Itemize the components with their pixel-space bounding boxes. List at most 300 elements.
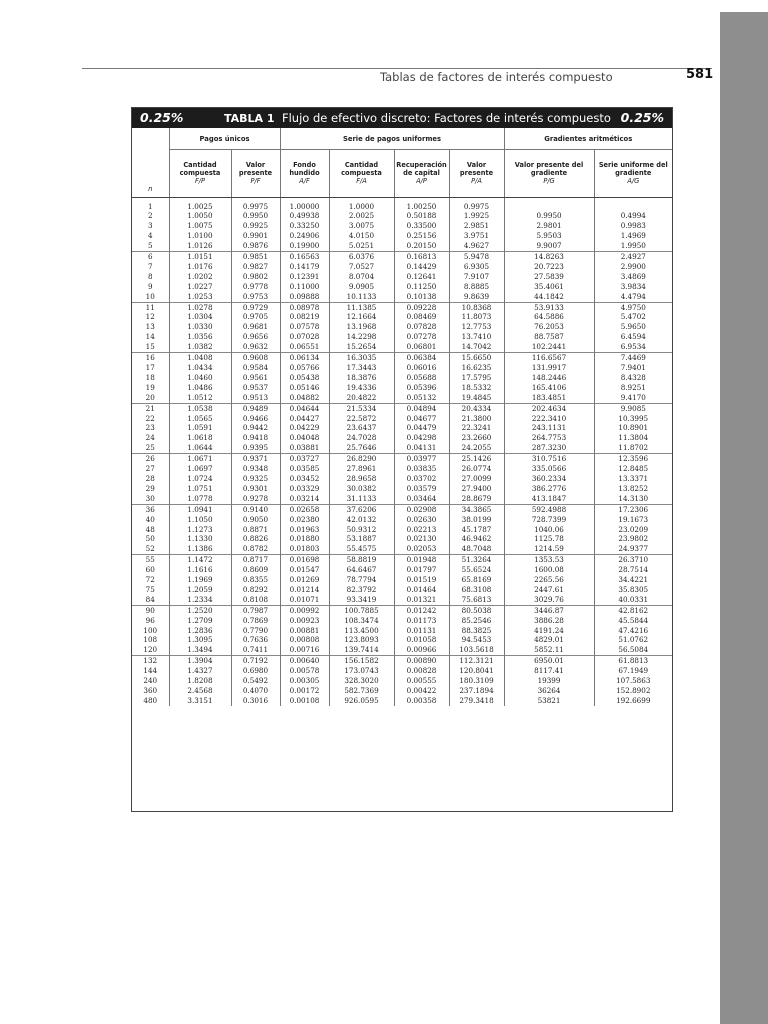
table-cell: 9: [147, 281, 153, 291]
table-cell: 13.8252: [594, 484, 672, 494]
table-row: [132, 292, 672, 302]
table-cell: 0.03881: [280, 443, 329, 453]
table-cell: 728.7399: [504, 515, 594, 525]
table-cell: 20.4822: [329, 393, 394, 403]
table-row: [132, 241, 672, 251]
table-cell: 8.8885: [449, 282, 504, 292]
rate-left: 0.25%: [140, 110, 184, 125]
table-cell: 1600.08: [504, 565, 594, 575]
table-cell: 84: [145, 594, 155, 604]
table-cell: 9.4170: [594, 393, 672, 403]
table-cell: 0.01131: [394, 626, 449, 636]
table-cell: 0.9608: [231, 353, 280, 363]
table-cell: 0.06016: [394, 363, 449, 373]
table-cell: 78.7794: [329, 575, 394, 585]
table-cell: 4: [147, 231, 153, 241]
table-cell: 926.0595: [329, 696, 394, 706]
table-cell: 0.9901: [231, 231, 280, 241]
table-cell: 52: [145, 544, 155, 554]
table-cell: 0.03452: [280, 474, 329, 484]
table-cell: 279.3418: [449, 696, 504, 706]
table-cell: 9.9007: [504, 241, 594, 251]
table-cell: 3.4869: [594, 272, 672, 282]
table-cell: 0.00640: [280, 656, 329, 666]
table-cell: 0.03464: [394, 494, 449, 504]
table-cell: 386.2776: [504, 484, 594, 494]
table-cell: [594, 197, 672, 211]
table-row: [132, 525, 672, 535]
table-cell: 0.03214: [280, 494, 329, 504]
table-cell: 48.7048: [449, 544, 504, 554]
table-cell: 2.9900: [594, 262, 672, 272]
table-cell: 1.0408: [169, 353, 231, 363]
table-cell: 0.07578: [280, 322, 329, 332]
table-cell: 0.00808: [280, 635, 329, 645]
table-cell: 0.01269: [280, 575, 329, 585]
table-cell: 0.9705: [231, 312, 280, 322]
table-cell: 0.02908: [394, 504, 449, 514]
table-cell: 0.7987: [231, 605, 280, 615]
table-cell: 11.8073: [449, 312, 504, 322]
table-cell: 1.2836: [169, 626, 231, 636]
table-label: TABLA 1: [224, 112, 275, 125]
table-row: [132, 555, 672, 565]
table-cell: 27: [145, 464, 155, 474]
table-cell: 3029.76: [504, 595, 594, 605]
table-cell: 10: [145, 291, 155, 301]
table-cell: 0.04644: [280, 403, 329, 413]
table-cell: 0.00108: [280, 696, 329, 706]
table-cell: 25.1426: [449, 454, 504, 464]
table-cell: 12.3596: [594, 454, 672, 464]
table-cell: 0.00578: [280, 666, 329, 676]
table-cell: 0.00890: [394, 656, 449, 666]
table-cell: 1125.78: [504, 534, 594, 544]
table-cell: 1.0778: [169, 494, 231, 504]
table-cell: 0.05438: [280, 373, 329, 383]
table-cell: 0.9827: [231, 262, 280, 272]
table-cell: 0.03702: [394, 474, 449, 484]
table-cell: 310.7516: [504, 454, 594, 464]
table-cell: 20.4334: [449, 403, 504, 413]
table-cell: 24: [145, 433, 155, 443]
header-rule: [82, 68, 712, 69]
table-cell: 1.1050: [169, 515, 231, 525]
table-cell: 58.8819: [329, 555, 394, 565]
table-cell: 10.8901: [594, 423, 672, 433]
table-cell: 23.6437: [329, 423, 394, 433]
table-cell: 0.9466: [231, 414, 280, 424]
table-cell: 0.9802: [231, 272, 280, 282]
table-cell: 1.0330: [169, 322, 231, 332]
table-cell: 26: [132, 454, 169, 464]
factor-grid: [132, 128, 672, 706]
table-cell: 1.1386: [169, 544, 231, 554]
table-cell: 14.8263: [504, 252, 594, 262]
table-cell: 100: [143, 625, 158, 635]
table-cell: 6.4594: [594, 332, 672, 342]
table-cell: 26.8290: [329, 454, 394, 464]
table-cell: 72: [145, 575, 155, 585]
table-cell: 1.0202: [169, 272, 231, 282]
table-cell: 108.3474: [329, 616, 394, 626]
table-cell: 5.0251: [329, 241, 394, 251]
table-row: [132, 211, 672, 221]
table-cell: 24.7028: [329, 433, 394, 443]
table-cell: 36264: [504, 686, 594, 696]
table-cell: 1.0538: [169, 403, 231, 413]
table-cell: 0.04298: [394, 433, 449, 443]
table-cell: 2.0025: [329, 211, 394, 221]
table-cell: 0.00966: [394, 645, 449, 655]
table-cell: 1.0724: [169, 474, 231, 484]
table-cell: 38.0199: [449, 515, 504, 525]
table-cell: 1.0075: [169, 221, 231, 231]
table-cell: 25: [145, 443, 155, 453]
table-cell: 0.04677: [394, 414, 449, 424]
table-cell: 1.2520: [169, 605, 231, 615]
table-cell: 0.00923: [280, 616, 329, 626]
table-cell: 0.12391: [280, 272, 329, 282]
table-cell: 132: [132, 656, 169, 666]
table-cell: 0.7192: [231, 656, 280, 666]
table-cell: 180.3109: [449, 676, 504, 686]
table-cell: 0.9513: [231, 393, 280, 403]
column-header-fp: Cantidad compuesta F/P: [169, 150, 231, 198]
table-cell: 0.33500: [394, 221, 449, 231]
table-row: [132, 332, 672, 342]
table-cell: 0.9876: [231, 241, 280, 251]
table-cell: 8.9251: [594, 383, 672, 393]
table-cell: 0.9851: [231, 252, 280, 262]
table-cell: 0.8609: [231, 565, 280, 575]
table-cell: 112.3121: [449, 656, 504, 666]
table-row: [132, 616, 672, 626]
table-cell: 6.9534: [594, 342, 672, 352]
table-title-bar: [132, 108, 672, 128]
table-cell: 100.7885: [329, 605, 394, 615]
table-cell: 0.09228: [394, 302, 449, 312]
table-cell: 0.12641: [394, 272, 449, 282]
table-cell: 1.0126: [169, 241, 231, 251]
table-cell: 53.1887: [329, 534, 394, 544]
table-cell: 1.0486: [169, 383, 231, 393]
table-cell: 1040.06: [504, 525, 594, 535]
table-cell: 0.9325: [231, 474, 280, 484]
table-cell: 55: [132, 555, 169, 565]
table-cell: 0.9778: [231, 282, 280, 292]
group-pagos-unicos: Pagos únicos: [169, 128, 280, 150]
table-cell: 0.16563: [280, 252, 329, 262]
table-cell: 1.2709: [169, 616, 231, 626]
table-cell: 1.0304: [169, 312, 231, 322]
table-cell: 0.08219: [280, 312, 329, 322]
table-cell: 116.6567: [504, 353, 594, 363]
table-cell: 0.9950: [231, 211, 280, 221]
table-cell: 8117.41: [504, 666, 594, 676]
table-cell: 582.7369: [329, 686, 394, 696]
table-cell: 0.01963: [280, 525, 329, 535]
factor-table: [131, 107, 673, 812]
table-cell: 328.3020: [329, 676, 394, 686]
table-cell: 0.06134: [280, 353, 329, 363]
table-cell: 0.05688: [394, 373, 449, 383]
table-cell: 0.01797: [394, 565, 449, 575]
table-cell: 1.3095: [169, 635, 231, 645]
table-cell: 90: [132, 605, 169, 615]
table-cell: 0.08978: [280, 302, 329, 312]
table-cell: 1.0591: [169, 423, 231, 433]
table-cell: 0.06551: [280, 342, 329, 352]
table-cell: 0.25156: [394, 231, 449, 241]
table-cell: 15.6650: [449, 353, 504, 363]
table-row: [132, 494, 672, 504]
group-serie-uniforme: Serie de pagos uniformes: [280, 128, 504, 150]
table-cell: 1.0671: [169, 454, 231, 464]
table-cell: 0.19900: [280, 241, 329, 251]
table-cell: 0.00992: [280, 605, 329, 615]
table-cell: 0.9278: [231, 494, 280, 504]
table-row: [132, 575, 672, 585]
table-cell: 0.07828: [394, 322, 449, 332]
table-cell: 6950.01: [504, 656, 594, 666]
table-body: [132, 197, 672, 706]
table-row: [132, 423, 672, 433]
table-cell: 0.04882: [280, 393, 329, 403]
column-header-ap: Recuperación de capital A/P: [394, 150, 449, 198]
table-cell: 3446.87: [504, 605, 594, 615]
table-cell: 31.1133: [329, 494, 394, 504]
side-thumb-bar: [720, 12, 768, 1024]
table-cell: 102.2441: [504, 342, 594, 352]
table-cell: 68.3108: [449, 585, 504, 595]
table-cell: 0.01880: [280, 534, 329, 544]
table-cell: 23.2660: [449, 433, 504, 443]
column-header-ag: Serie uniforme del gradiente A/G: [594, 150, 672, 198]
table-cell: 7.0527: [329, 262, 394, 272]
table-cell: 0.02213: [394, 525, 449, 535]
table-cell: 4.4794: [594, 292, 672, 302]
table-cell: 27.0099: [449, 474, 504, 484]
table-cell: 173.0743: [329, 666, 394, 676]
table-cell: 4.9627: [449, 241, 504, 251]
running-header: Tablas de factores de interés compuesto: [380, 70, 613, 84]
table-cell: 0.00881: [280, 626, 329, 636]
table-cell: 1.1472: [169, 555, 231, 565]
table-cell: 1.0434: [169, 363, 231, 373]
table-cell: 34.3865: [449, 504, 504, 514]
table-cell: 55.6524: [449, 565, 504, 575]
table-cell: 0.00716: [280, 645, 329, 655]
table-row: [132, 515, 672, 525]
table-cell: 19.4336: [329, 383, 394, 393]
table-cell: 0.02658: [280, 504, 329, 514]
group-header-row: [132, 128, 672, 150]
table-cell: 51.0762: [594, 635, 672, 645]
table-cell: 37.6206: [329, 504, 394, 514]
table-cell: 139.7414: [329, 645, 394, 655]
table-cell: 0.8108: [231, 595, 280, 605]
table-row: [132, 676, 672, 686]
table-cell: 0.01321: [394, 595, 449, 605]
table-cell: 335.0566: [504, 464, 594, 474]
table-cell: 28: [145, 473, 155, 483]
table-cell: 7.9107: [449, 272, 504, 282]
table-cell: 0.7636: [231, 635, 280, 645]
table-cell: 13.1968: [329, 322, 394, 332]
table-row: [132, 403, 672, 413]
table-cell: 82.3792: [329, 585, 394, 595]
table-cell: 0.04048: [280, 433, 329, 443]
table-cell: 56.5084: [594, 645, 672, 655]
table-cell: 5852.11: [504, 645, 594, 655]
table-cell: 22.5872: [329, 414, 394, 424]
table-row: [132, 504, 672, 514]
table-cell: 53.9133: [504, 302, 594, 312]
table-cell: 1.0050: [169, 211, 231, 221]
table-cell: 0.9561: [231, 373, 280, 383]
table-cell: 1353.53: [504, 555, 594, 565]
table-row: [132, 252, 672, 262]
table-cell: 28.8679: [449, 494, 504, 504]
table-cell: 18.5332: [449, 383, 504, 393]
table-cell: 0.04229: [280, 423, 329, 433]
column-header-pa: Valor presente P/A: [449, 150, 504, 198]
table-cell: 18: [145, 372, 155, 382]
table-cell: 1.0176: [169, 262, 231, 272]
table-cell: 0.08469: [394, 312, 449, 322]
table-cell: 103.5618: [449, 645, 504, 655]
table-cell: 94.5453: [449, 635, 504, 645]
table-cell: 0.9489: [231, 403, 280, 413]
table-cell: 9.8639: [449, 292, 504, 302]
table-cell: 3886.28: [504, 616, 594, 626]
table-cell: 8: [147, 271, 153, 281]
table-cell: 287.3230: [504, 443, 594, 453]
table-cell: 0.03977: [394, 454, 449, 464]
table-row: [132, 197, 672, 211]
table-row: [132, 282, 672, 292]
table-row: [132, 231, 672, 241]
table-cell: 0.00358: [394, 696, 449, 706]
table-cell: 1.4327: [169, 666, 231, 676]
table-cell: 1.0151: [169, 252, 231, 262]
table-cell: 0.00422: [394, 686, 449, 696]
table-cell: 18.3876: [329, 373, 394, 383]
table-cell: 1.1273: [169, 525, 231, 535]
table-cell: 0.8717: [231, 555, 280, 565]
table-row: [132, 534, 672, 544]
table-cell: 0.06384: [394, 353, 449, 363]
table-cell: 1.0000: [329, 197, 394, 211]
table-cell: 0.8292: [231, 585, 280, 595]
table-cell: 2.4568: [169, 686, 231, 696]
table-cell: 50.9312: [329, 525, 394, 535]
table-cell: 0.02053: [394, 544, 449, 554]
table-row: [132, 474, 672, 484]
table-cell: 21.3800: [449, 414, 504, 424]
column-header-n: n: [132, 150, 169, 198]
table-cell: 0.03835: [394, 464, 449, 474]
table-cell: 0.50188: [394, 211, 449, 221]
table-cell: 16.6235: [449, 363, 504, 373]
table-cell: 0.11250: [394, 282, 449, 292]
table-cell: 7.9401: [594, 363, 672, 373]
table-cell: 3.9751: [449, 231, 504, 241]
table-cell: 2.9851: [449, 221, 504, 231]
table-row: [132, 626, 672, 636]
table-cell: 0.9584: [231, 363, 280, 373]
table-cell: 1.0618: [169, 433, 231, 443]
page-number: 581: [686, 67, 714, 82]
table-row: [132, 363, 672, 373]
table-cell: 108: [143, 635, 158, 645]
table-cell: 123.8093: [329, 635, 394, 645]
table-cell: 64.6467: [329, 565, 394, 575]
table-cell: 0.7790: [231, 626, 280, 636]
table-cell: 0.9983: [594, 221, 672, 231]
table-cell: 480: [143, 695, 158, 705]
table-cell: 17.3443: [329, 363, 394, 373]
table-cell: 13.7410: [449, 332, 504, 342]
table-cell: 360: [143, 686, 158, 695]
table-cell: 5.9478: [449, 252, 504, 262]
table-cell: 0.00828: [394, 666, 449, 676]
table-cell: 7: [147, 261, 153, 271]
table-cell: 0.9753: [231, 292, 280, 302]
table-cell: 0.16813: [394, 252, 449, 262]
table-cell: 1.0253: [169, 292, 231, 302]
table-cell: 1.0278: [169, 302, 231, 312]
table-cell: 0.9418: [231, 433, 280, 443]
table-cell: 1.0227: [169, 282, 231, 292]
table-cell: 10.3995: [594, 414, 672, 424]
table-cell: 0.06801: [394, 342, 449, 352]
table-cell: 34.4221: [594, 575, 672, 585]
table-cell: 2: [147, 211, 153, 221]
rate-right: 0.25%: [620, 110, 664, 125]
table-cell: 51.3264: [449, 555, 504, 565]
table-cell: 0.00555: [394, 676, 449, 686]
table-cell: 88.3825: [449, 626, 504, 636]
table-row: [132, 645, 672, 655]
table-cell: 47.4216: [594, 626, 672, 636]
table-cell: 28.7514: [594, 565, 672, 575]
table-cell: 16: [132, 353, 169, 363]
table-cell: 15.2654: [329, 342, 394, 352]
table-cell: 0.5492: [231, 676, 280, 686]
table-cell: 0.9729: [231, 302, 280, 312]
table-cell: 0.9140: [231, 504, 280, 514]
table-cell: 61.8813: [594, 656, 672, 666]
table-cell: 0.01242: [394, 605, 449, 615]
table-cell: 0.9950: [504, 211, 594, 221]
table-cell: 1.00250: [394, 197, 449, 211]
table-cell: 156.1582: [329, 656, 394, 666]
table-cell: 0.00172: [280, 686, 329, 696]
table-cell: 165.4106: [504, 383, 594, 393]
table-cell: 8.4328: [594, 373, 672, 383]
table-cell: 0.9925: [231, 221, 280, 231]
table-cell: 0.8782: [231, 544, 280, 554]
table-cell: 131.9917: [504, 363, 594, 373]
table-cell: 1.0512: [169, 393, 231, 403]
table-cell: 0.7411: [231, 645, 280, 655]
table-cell: 3.9834: [594, 282, 672, 292]
table-cell: 12.8485: [594, 464, 672, 474]
table-cell: 27.9400: [449, 484, 504, 494]
table-cell: 6.0376: [329, 252, 394, 262]
